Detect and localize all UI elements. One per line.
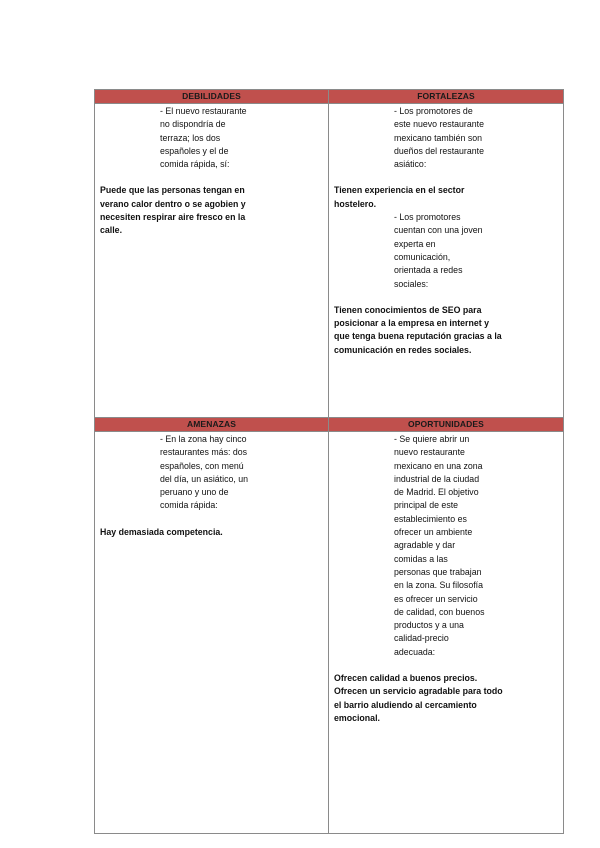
amenazas-header: AMENAZAS xyxy=(95,418,328,432)
fortalezas-cell xyxy=(329,90,563,417)
amenazas-summary: Hay demasiada competencia. xyxy=(100,526,223,537)
fortalezas-summary-2: Tienen conocimientos de SEO para posicionar a la empresa en internet y que tenga buena reputación gracias a la comunicación en redes sociales. xyxy=(334,304,502,355)
debilidades-summary: Puede que las personas tengan en verano calor dentro o se agobien y necesiten respirar aire fresco en la calle. xyxy=(100,185,246,236)
fortalezas-bullet-1: - Los promotores de este nuevo restaurante mexicano también son dueños del restaurante asiático: xyxy=(394,106,484,170)
oportunidades-bullet: - Se quiere abrir un nuevo restaurante mexicano en una zona industrial de la ciudad de Madrid. El objetivo principal de este establecimiento es ofrecer un ambiente agradable y dar comidas a las personas que trabajan en la zona. Su filosofía es ofrecer un servicio de calidad, con buenos productos y a una calidad-precio adecuada: xyxy=(394,434,485,657)
debilidades-header: DEBILIDADES xyxy=(95,90,328,104)
oportunidades-summary: Ofrecen calidad a buenos precios. Ofrecen un servicio agradable para todo el barrio aludiendo al cercamiento emocional. xyxy=(334,673,503,723)
debilidades-cell xyxy=(95,90,328,417)
fortalezas-summary-1: Tienen experiencia en el sector hostelero. xyxy=(334,185,465,209)
swot-table xyxy=(94,89,564,834)
amenazas-bullet: - En la zona hay cinco restaurantes más: dos españoles, con menú del día, un asiático, un peruano y uno de comida rápida: xyxy=(160,434,249,511)
fortalezas-header: FORTALEZAS xyxy=(329,90,563,104)
oportunidades-header: OPORTUNIDADES xyxy=(329,418,563,432)
amenazas-cell xyxy=(95,418,328,833)
debilidades-bullet: - El nuevo restaurante no dispondría de terraza; los dos españoles y el de comida rápida, sí: xyxy=(160,106,247,170)
oportunidades-cell xyxy=(329,418,563,833)
fortalezas-bullet-2: - Los promotores cuentan con una joven experta en comunicación, orientada a redes sociales: xyxy=(394,212,483,289)
